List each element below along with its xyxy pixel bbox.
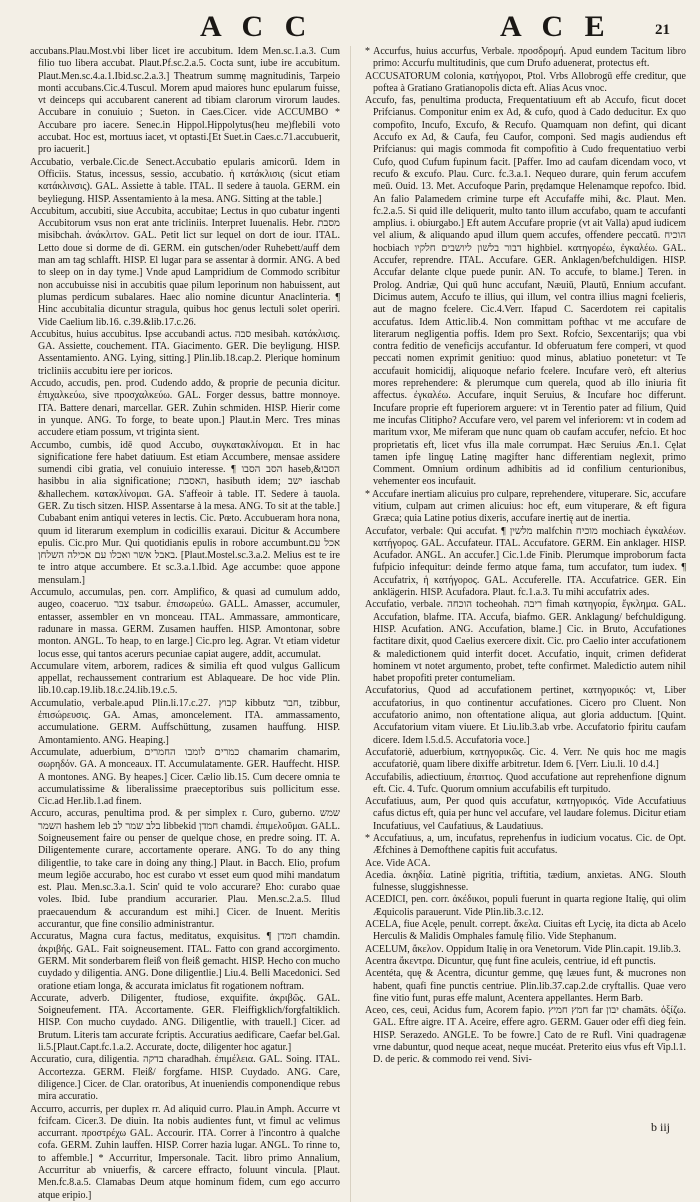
dictionary-entry: Accuratio, cura, diligentia. בדקה charadhah. ἐπιμέλεια. GAL. Soing. ITAL. Accortezza. GERM. Fleiß/ forgfame. HISP. Cuydado. ANG. Care, diligence.] Cicer. de Clar. oratoribus, At inueniendis componendique rebus mira accuratio. <box>30 1054 341 1103</box>
dictionary-entry: Accumulare vitem, arborem, radices & similia eft quod vulgus Gallicum appellat, rechaussement contrarium est Ablaqueare. De hoc vide Plin. lib.10.cap.19.lib.18.c.24.lib.19.c.5. <box>30 660 340 697</box>
dictionary-entry: Accufabilis, adiectiuum, ἐπαιτιος. Quod accufatione aut reprehenfione dignum eft. Cic. 4. Tufc. Quorum omnium accufabilis eft turpitudo. <box>365 771 686 795</box>
dictionary-entry: Accufatoriè, aduerbium, κατηγορικῶς. Cic. 4. Verr. Ne quis hoc me magis accufatoriè, quam libere dixiffe arbitretur. Idem 6. [Verr. Liu.li. 10 d.4.] <box>365 746 686 771</box>
left-column <box>30 46 351 1202</box>
dictionary-entry: ACEDICI, pen. corr. ἀκέδικοι, populi fuerunt in quarta regione Italię, qui olim Æquicolis parauerunt. Vide Plin.lib.3.c.12. <box>365 894 686 918</box>
dictionary-entry: Accufatio, verbale. הוכחה tocheohah. ריבה fimah κατηγορία, ἔγκλημα. GAL. Accufation, blafme. ITA. Accufa, biafmo. GER. Anklagung/ befchuldigung. HISP. Acufation. ANG. Accufation, blame.] Cic. in Bruto, Accufationes factitare dixit, quod Caelius exercere dixit. Cic. pro Caelio inter accufationem & maledictionem quid interfit docet. Accufatio, inquit, crimen defiderat hominem vt notet argumento, probet, tefte confirmet. Maledictio autem nihil habet propofiti preter contumeliam. <box>365 599 686 685</box>
dictionary-entry: Accumulatio, verbale.apud Plin.li.17.c.27. קבוץ kibbutz חבר, tzibbur, ἐπισώρευσις. GA. Amas, amoncelement. ITA. ammassamento, accumulatione. GERM. Auffschüttung, zusamen hauffung. HISP. Amontamiento. ANG. Heaping.] <box>30 697 340 746</box>
dictionary-entry: Accufatorius, Quod ad accufationem pertinet, κατηγορικός: vt, Liber accufatorius, in quo continentur accufationes. Cicero pro Cluent. Non accufatorio animo, non oftentatione aliqua, aut gloria adductum. [Quint. Accufatorium vitam viuere. Et Liu.lib.3.ab vrbe. Accufatorio fpiritu caufam dicere. Idem l.5.d.5. Accufatoria voce.] <box>365 685 686 746</box>
dictionary-entry: Accufatiuus, aum, Per quod quis accufatur, κατηγορικός. Vide Accufatiuus cafus dictus eft, quia per hunc vel accufare, vel laudare folemus. Dicitur etiam Incufatiuus, vel Caufatiuus, & Laudatiuus. <box>365 796 686 832</box>
dictionary-entry: Accubitus, huius accubitus. Ipse accubandi actus. סבה mesibah. κατάκλισις. GA. Assiette, couchement. ITA. Giacimento. GER. Die beyligung. HISP. Assentamiento. ANG. Lying, sitting.] Plin.lib.18.cap.2. Plerique hominum tricliniis accubitu iere per ioricos. <box>30 328 340 377</box>
dictionary-entry: * Accurfus, huius accurfus, Verbale. προσδρομή. Apud eundem Tacitum libro primo: Accurfu multitudinis, que cum Drufo aduenerat, protectus eft. <box>365 46 686 70</box>
dictionary-entry: accubans.Plau.Most.vbi liber licet ire accubitum. Idem Men.sc.1.a.3. Cum filio tuo libera accubat. Plaut.Pf.sc.2.a.5. Cocta sunt, iube ire accubitum. Plaut.Men.sc.4.a.1.Ibid.sc.2.a.3.] Theatrum summę magnitudinis, Tarpeio monti accubans.Cic.4.Tuscul. Morem apud maiores hunc epularum fuisse, vt deinceps qui accubarent canerent ad tibiam clarorum virorum laudes. Accubare in conuiuio ; Sueton. in Caes.Cicer. vide ACCUMBO * Accubare pro iacere. Senec.in Hippol.Hippolytus(heu me)flebili voto accubat. Hoc est, mortuus iacet, vt optasti.[Et Suet.in Caes.c.71.accubuerit, pro iacuerit.] <box>30 46 340 156</box>
dictionary-entry: Ace. Vide ACA. <box>365 857 431 869</box>
dictionary-entry: Acedia. ἀκηδία. Latinè pigritia, triftitia, tædium, anxietas. ANG. Slouth fulnesse, sluggishnesse. <box>365 869 686 894</box>
dictionary-entry: Acentéta, quę & Acentra, dicuntur gemme, quę læues funt, & mucrones non habent, quafi fine punctis centriue. Plin.lib.37.cap.2.de cryftallis. Quae vero fine vitio funt, puras effe malunt, Acentera appellantes. Herm Barb. <box>365 968 686 1004</box>
dictionary-entry: Accumbo, cumbis, idē quod Accubo, συγκατακλίνομαι. Et in hac significatione fere habet datiuum. Est etiam Accumbere, mensae assidere sumendi cibi gratia, vel conuiuio interesse. ¶ הסב הסבו haseb,&הסבו hasibbu in alia significatione; האסבת, hasibuth idem; ישב iaschab &hallechem. κατακλίνομαι. GA. S'affeoir à table. IT. Sedere à tauola. GER. Zu tisch sitzen. HISP. Assentarse à la mesa. ANG. To sit at the table.] Cubabant enim antiqui veteres in lectis. Cic. Pœto. Accubueram hora nona, quum id literarum exemplum in codicillis exaraui. Dicitur & Accumbere epulis. Cic.pro Mur. Qui quotidianis epulis in robore accumbunt.אכל עם באבל אשר ואכלו עם אכילה השלחן. [Plaut.Mostel.sc.3.a.2. Melius est te ire te intro atque accumbere. Et sc.3.a.1.Ibid. Age accumbe: quoe appone mensulam.] <box>30 439 341 586</box>
dictionary-entry: Aceo, ces, ceui, Acidus fum, Acorem fapio. חמץ חמיץ far יבון chamäts. ὀξίζω. GAL. Eftre aigre. IT A. Aceire, effere agro. GERM. Gauer oder effi dieg fein. HISP. Serazedo. ANGLE. To be fowre.] Cato de re Rufl. Vini quadragenæ vrne dabuntur, quod neque aceat, neque mucéat. Preterito eius vfus eft Vip.l.1. D. de peric. & commodo rei vend. Sivi- <box>365 1005 686 1066</box>
running-head-left: A C C <box>200 10 314 43</box>
dictionary-entry: Accubitum, accubiti, siue Accubita, accubitae; Lectus in quo cubatur ingenti Accubitorum vsus non erat ante tricliniis. Interpret Iuuenalis. Hebr. מסבת misibchah. ἀνάκλιτον. GAL. Petit lict sur lequel on dort de iour. ITAL. Letto doue si dorme de dì. GERM. ein gutschen/oder Ruhebett/auff dem man am tag schlafft. HISP. El lugar para se assentar à dormir. ANG. A bed to sleep on in day tyme.] Vnde apud Lampridium de Commodo scribitur non accubuisse nisi in accubitis quae pilum leporinum non habuissent, aut plumas perdicum subalares. Haec alio nomine dicuntur Anaclinteria. ¶ Hinc accubitalia dicuntur stragula, quibus hoc genus lectuli solet operiri. Vide Caelium lib.16. c.39.&lib.17.c.26. <box>30 205 340 328</box>
dictionary-entry: Accumulate, aduerbium, כמרים לומבו החמרים chamarim chamarim, σωρηδόν. GA. A monceaux. IT. Accumulatamente. GER. Hauffecht. HISP. A montones. ANG. By heapes.] Cicer. Cælio lib.15. Cum decere omnia te accumulatissime & liberalissime praeceptoribus suis pollicitum esse. Cic.ad Her.lib.1.ad finem. <box>30 746 340 808</box>
dictionary-entry: ACELUM, ἄκελον. Oppidum Italię in ora Venetorum. Vide Plin.capit. 19.lib.3. <box>365 943 681 955</box>
dictionary-entry: ACELA, fiue Acęle, penult. corrept. ἄκελα. Ciuitas eft Lycię, ita dicta ab Acelo Herculis & Malidis Omphales famulę filio. Vide Stephanum. <box>365 919 686 943</box>
dictionary-entry: * Accufare inertiam alicuius pro culpare, reprehendere, vituperare. Sic, accufare vitium, culpam aut crimen alicuius: hoc eft, eum vituperare, & eft figura Græca; quia Latine potius dixeris, accufare inertię aut de inertia. <box>365 488 686 525</box>
running-head-right: A C E <box>500 10 612 43</box>
dictionary-entry: Accufo, fas, penultima producta, Frequentatiuum eft ab Accufo, ficut docet Prifcianus. Componitur enim ex Ad, & cufo, quod à Cado deducitur. Ex quo compofito, Incufo, Excufo, & Recufo. Quamquam non defint, qui dicant Accufo ex Ad, & Caufa, feu Caufor, componi. Sed magis audiendus eft Prifcianus: qui magis commoda fit compofitio à Cudo frequentatiuo verbi Cufo, quod Cufum fupinum facit. [Paffer. Imo ad caufam dicendam voco, vt recufo & excufo. Plau. Curc. fc.3.a.1. Nequeo durare, quin ferum accufem meū. Ouid. 13. Met. Accufoque Parin, prędamque Helenamque repofco. Ibid. An falio Palamedem crimine turpe eft Accufaffe mihi, &c. Plaut. Men. fc.2.a.5. Si quid ille deliquerit, multo tanto illum accufabo, quam te accufanti amplius. i. obiurgabo.] Eft autem Accufare proprie (vt ait Valla) apud iudicem vel alium, & aliquando apud illum quem accufes, offendere peccatū. הוכיח hocbiach דבור בלשון ליושבים חלקיו highbiel. κατηγορέω, ἐγκαλέω. GAL. Accufer, reprendre. ITAL. Accufare. GER. Anklagen/befchuldigen. HISP. Accufar delante clque puede punir. AN. To accufe, to blame.] Teren. in Prolog. Andriæ, Qui quū hunc accufant, Næuiū, Plautū, Ennium accufant. Dicimus autem, Accufo te illius, qui illum, vel contra illius magni fcelieris, aut de magno fcelere. Cic.4.Verr. Ifapud C. Sacerdotem rei capitalis accufatus. Idem Attic.lib.4. Non committam pofthac vt me accufare de literarum negligentia poffis. Idem pro Sext. Rofcio, Sexcentarijs; qua vbi contra feditio de veneficijs accufantur. Id obferuatum fere comperi, vt quod peccati nomen exprimit genitiuo: quod minus, ablatiuo ponetetur: vt Te accufauit homicidij, aliquoque nefario fcelere. Incufare verò, eft alterius mores reprehendere: & plerumque cum querela, quod ab illo iniuria fit affectus. ἐγκαλέω. Accufare, inquit Seruius, & Incufare hoc differunt. Incufare proprie eft fuperiorem arguere: vt in Terentio pater ad filium, Quid me incufas Clitipho? Accufare vero, vel parem vel inferiorem: vt in codem ad maritum vxor, Me miferam que nunc quam ob caufam accufer, nefcio. Et hoc proprietatis eft, licet vfus illa male corrumpat. Hæc Seruius Æn.1. Cęlat tamen ipfe linguę Latinę magifter hanc differentiam neglexit, primo Comment. Omnium ordinum adhibitis ad id confilium centurionibus, vehementer eos incufauit. <box>365 95 686 488</box>
dictionary-entry: ACCUSATORUM colonia, κατήγοροι, Ptol. Vrbs Allobrogū effe creditur, que poftea à Gratiano Gratianopolis dicta eft. Alias Acus vnoc. <box>365 70 686 94</box>
dictionary-entry: Accumulo, accumulas, pen. corr. Amplifico, & quasi ad cumulum addo, augeo, coaceruo. צבר tsabur. ἐπισωρεύω. GALL. Amasser, accumuler, entasser, assembler en vn monceau. ITAL. Ammassare, ammonticare, radunare in massa. GERM. Zusamen hauffen. HISP. Amontonar, sobre monton. ANGL. To heap, to en large.] Cic.pro leg. Agrar. Vt etiam videtur locus esse, qui tantos acerurs pecuniae capiat augere, addit, accumulat. <box>30 587 340 660</box>
right-column <box>365 46 686 1202</box>
page-header <box>30 0 686 46</box>
signature-mark: b iij <box>650 1120 670 1134</box>
dictionary-entry: Accudo, accudis, pen. prod. Cudendo addo, & proprie de pecunia dicitur. ἐπιχαλκεύω, sive προσχαλκεύω. GAL. Forger dessus, battre monnoye. ITA. Battere denari, marcellar. GER. Zuhin schmiden. HISP. Hierir come in yunque. ANG. To forge, to beate upon.] Plaut.in Merc. Tres minas accudere etiam possum, vt triginta sient. <box>30 378 340 439</box>
dictionary-entry: Accufator, verbale: Qui accufat. ¶ מלשין malfchin מוכיח mochiach ἐγκαλέων. κατήγορος. GAL. Accufateur. ITAL. Accufatore. GERM. Ein anklager. HISP. Acufador. ANGL. An accufer.] Cic.1.de Finib. Plerumque improborum facta fufpicio infequitur: deinde fermo atque fama, tum accufator, tum iudex. ¶ Accufatrix, ἡ κατήγορος. GAL. Accuferelle. ITA. Accufatrice. GER. Ein anklägerin. HISP. Acufadora. Plaut. fc.1.a.3. Tu mihi accufatrix ades. <box>365 525 686 599</box>
dictionary-entry: Accurate, adverb. Diligenter, ftudiose, exquifite. ἀκριβῶς. GAL. Soigneufement. ITA. Accortamente. GER. Fleiffigklich/forgfaltiklich. HISP. Con mucho cuydado. ANG. Diligentlie, with trauell.] Cicer. ad Brutum. Literis tam accurate fcriptis. Accuratius aedificare, Caefar bel.Gal. li.5.[Plaut.Capt.fc.1.a.2. Accurate, docte, diligenter hoc agatur.] <box>30 992 340 1054</box>
dictionary-entry: Acentra ἄκεντρα. Dicuntur, quę funt fine aculeis, centriue, id eft punctis. <box>365 955 656 967</box>
dictionary-entry: Accuratus, Magna cura factus, meditatus, exquisitus. ¶ חמדן chamdin. ἀκριβής. GAL. Fait soigneusement. ITAL. Fatto con grand accorgimento. GERM. Mit sonderbarem fleiß von fleiß gemacht. HISP. Hecho con mucho cuydado y diligentia. ANG. Done diligentlie.] Liu.4. Belli Macedonici. Sed oratione etiam longa, & accurata imiclatus fit rogationem noftram. <box>30 931 341 992</box>
page-number: 21 <box>655 22 670 38</box>
dictionary-entry: Accuro, accuras, penultima prod. & per simplex r. Curo, guberno. שמש השמר hashem leb בלב שמר לב libbekid חמדן chamdi. ἐπιμελοῦμαι. GALL. Soigneusement faire ou penser de quelque chose, en predre soing. IT. A. Diligentemente curare, accortamente operare. ANG. To do any thing diligentlie, to take care in doing any thing.] Plaut. in Bacch. Elio, profum meum legiōe accurabo, hoc est curabo vt esset eum quod mihi mandatum est. Plau. Men.sc.3.a.1. Scin' quid te volo accurare? Eho: curabo quae voles. Ibid. Iube prandium accurarier. Plau. Men.sc.2.a.5. Illud praecauendum & accurandum est mihi.] Cicer. de Inuent. Meritis accurantur, que fine consilio administrantur. <box>30 808 341 931</box>
dictionary-entry: Accubatio, verbale.Cic.de Senect.Accubatio epularis amicorū. Idem in Officiis. Status, incessus, sessio, accubatio. ἡ κατάκλισις (sicut etiam κατάκλινσις). GAL. Assiette à table. ITAL. Il sedere à tauola. GERM. ein beyliegung. HISP. Assentamiento à la mesa. ANG. Sitting at the table.] <box>30 156 340 205</box>
dictionary-entry: Accurro, accurris, per duplex rr. Ad aliquid curro. Plau.in Amph. Accurre vt fcifcam. Cicer.3. De diuin. Ita nobis audientes funt, vt fimul ac velimus accurrant. προστρέχω GAL. Accourir. ITA. Correr à l'incontro à qualche cofa. GERM. Zuhin lauffen. HISP. Correr hazia lugar. ANGL. To rinne to, to affemble.] * Accurritur, Impersonale. Tacit. libro primo Annalium, Accurritur ab vniuerfis, & carcere effracto, foluunt vincula. [Plaut. Men.fc.8.a.5. Clamabas Deum atque hominum fidem, cum ego accurro atque eripio.] <box>30 1103 340 1201</box>
dictionary-entry: * Accufatiuus, a, um, incufatus, reprehenfus in iudicium vocatus. Cic. de Opt. Æfchines à Demofthene capitis fuit accufatus. <box>365 833 686 857</box>
